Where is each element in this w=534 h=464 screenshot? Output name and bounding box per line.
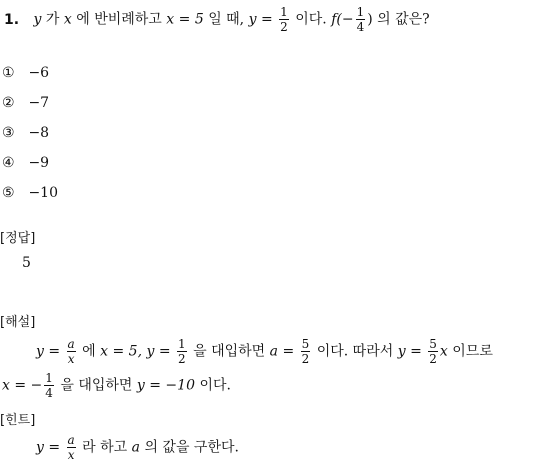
answer-value: 5 <box>22 255 31 271</box>
solution-fraction-5-over-2-b <box>428 338 438 365</box>
solution-fraction-a-over-x <box>67 338 76 365</box>
fraction-denominator: x <box>67 352 75 366</box>
choice-mark: ② <box>2 95 15 111</box>
choice-1[interactable] <box>2 64 49 82</box>
solution-text: 이므로 <box>452 343 493 360</box>
choice-mark: ① <box>2 65 15 81</box>
solution-fraction-1-over-2 <box>177 338 187 365</box>
math-text: x <box>439 343 448 360</box>
solution-text: 이다. <box>199 377 231 394</box>
choice-mark: ④ <box>2 155 15 171</box>
choice-value: −6 <box>28 65 50 81</box>
fraction-denominator: x <box>67 448 75 462</box>
question-text-1: 가 <box>45 11 60 28</box>
choice-value: −8 <box>28 125 50 141</box>
choice-4[interactable] <box>2 154 49 172</box>
var-y: y <box>33 11 42 28</box>
fraction-denominator: 4 <box>45 386 53 400</box>
solution-text: 을 대입하면 <box>193 343 266 360</box>
function-arg-fraction <box>356 6 366 33</box>
solution-fraction-1-over-4 <box>44 372 54 399</box>
fraction-numerator: 1 <box>178 337 186 351</box>
function-close: ) <box>367 11 373 28</box>
question-text-2: 에 반비례하고 <box>76 11 162 28</box>
hint-fraction-a-over-x <box>67 434 76 461</box>
question-number: 1. <box>4 11 20 28</box>
math-text: y = <box>397 343 422 360</box>
solution-text: 을 대입하면 <box>60 377 133 394</box>
choice-value: −10 <box>28 185 58 201</box>
math-text: y = <box>36 343 61 360</box>
math-text: a = <box>269 343 295 360</box>
fraction-denominator: 2 <box>280 20 288 34</box>
math-text: y = <box>36 439 61 456</box>
choice-value: −7 <box>28 95 50 111</box>
solution-line-1 <box>36 338 493 365</box>
choice-value: −9 <box>28 155 50 171</box>
fraction-numerator: 1 <box>45 371 53 385</box>
hint-label: [힌트] <box>0 413 36 428</box>
fraction-numerator: 1 <box>280 5 288 19</box>
solution-line-2 <box>2 372 231 399</box>
fraction-numerator: a <box>67 337 75 351</box>
fraction-numerator: 1 <box>356 5 365 19</box>
fraction-numerator: a <box>67 433 75 447</box>
solution-text: 이다. 따라서 <box>316 343 394 360</box>
answer-label: [정답] <box>0 231 36 246</box>
choice-mark: ⑤ <box>2 185 15 201</box>
question-text-5: 의 값은? <box>377 11 430 28</box>
question-text-4: 이다. <box>295 11 327 28</box>
fraction-numerator: 5 <box>429 337 437 351</box>
var-x: x <box>63 11 72 28</box>
condition-y-lhs: y = <box>248 11 273 28</box>
fraction-denominator: 2 <box>429 352 437 366</box>
solution-text: 에 <box>82 343 96 360</box>
solution-fraction-5-over-2 <box>301 338 311 365</box>
solution-label: [해설] <box>0 315 36 330</box>
fraction-denominator: 2 <box>301 352 310 366</box>
choice-mark: ③ <box>2 125 15 141</box>
math-text: a <box>131 439 140 456</box>
choice-3[interactable] <box>2 124 49 142</box>
fraction-denominator: 2 <box>178 352 186 366</box>
hint-line <box>36 434 239 461</box>
math-text: y = <box>146 343 171 360</box>
math-text: x = − <box>2 377 43 394</box>
fraction-denominator: 4 <box>356 20 365 34</box>
math-text: x = 5, <box>100 343 143 360</box>
function-open: f(− <box>331 11 354 28</box>
question-text-3: 일 때, <box>208 11 245 28</box>
math-text: y = −10 <box>136 377 195 394</box>
condition-x: x = 5 <box>166 11 204 28</box>
choice-2[interactable] <box>2 94 49 112</box>
hint-text: 의 값을 구한다. <box>144 439 239 456</box>
choice-5[interactable] <box>2 184 58 202</box>
condition-y-fraction <box>279 6 289 33</box>
hint-text: 라 하고 <box>82 439 128 456</box>
question-line <box>4 6 430 33</box>
fraction-numerator: 5 <box>301 337 310 351</box>
